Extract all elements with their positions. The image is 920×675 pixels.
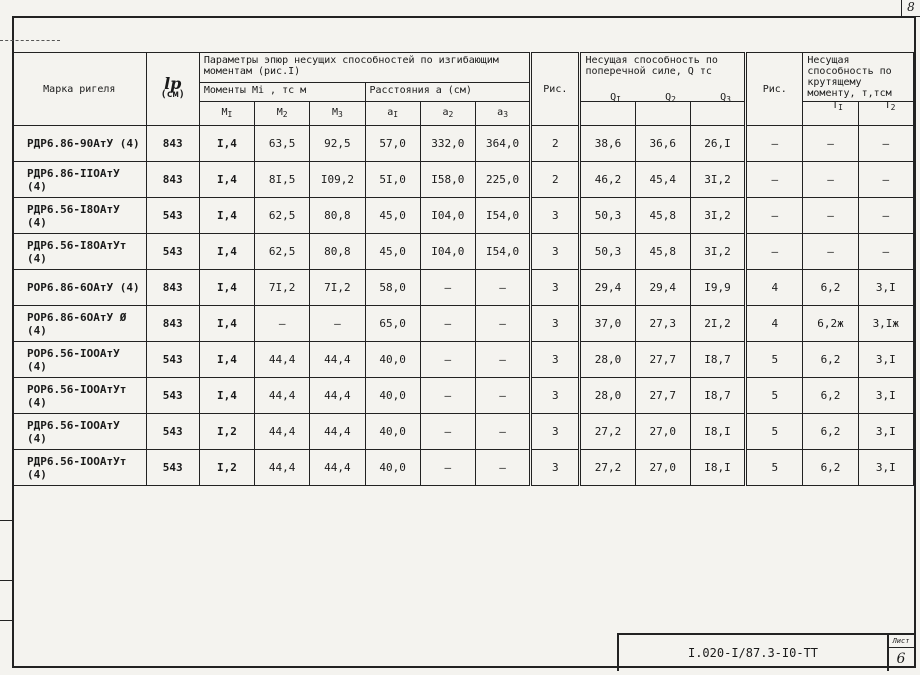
cell-t1: 6,2 [803,450,858,486]
cell-mark: РОР6.86-6ОАтУ Ø (4) [13,306,147,342]
cell-m3: 80,8 [310,234,365,270]
margin-tick [0,580,12,581]
table-row [13,162,914,198]
cell-q1: 27,2 [580,450,635,486]
cell-t2: 3,I [858,414,913,450]
cell-l: 543 [146,450,199,486]
cell-fig2: 5 [746,342,803,378]
cell-m3: 80,8 [310,198,365,234]
sheet-box [887,635,915,671]
cell-m2: 44,4 [255,378,310,414]
cell-mark: РДР6.56-I8ОАтУ (4) [13,198,147,234]
cell-a3: – [475,342,530,378]
cell-m1: I,4 [199,342,254,378]
cell-a2: – [420,378,475,414]
cell-t2: – [858,162,913,198]
cell-a3: I54,0 [475,234,530,270]
cell-t1: 6,2 [803,378,858,414]
cell-m2: 44,4 [255,450,310,486]
cell-q2: 27,7 [635,378,690,414]
cell-q3: I8,I [690,414,745,450]
col-a3: $а_3$ [475,102,530,126]
table-row [13,378,914,414]
cell-q1: 28,0 [580,378,635,414]
cell-a1: 45,0 [365,234,420,270]
cell-m3: 44,4 [310,342,365,378]
cell-a2: I04,0 [420,198,475,234]
cell-q2: 27,7 [635,342,690,378]
cell-t1: 6,2 [803,270,858,306]
cell-m1: I,2 [199,450,254,486]
cell-a3: – [475,270,530,306]
cell-q1: 29,4 [580,270,635,306]
cell-q3: 3I,2 [690,234,745,270]
cell-m2: 44,4 [255,414,310,450]
q1-label: $Q_I$ [610,92,621,104]
col-a1: $а_I$ [365,102,420,126]
cell-a2: – [420,414,475,450]
cell-m2: 62,5 [255,234,310,270]
cell-fig2: 4 [746,270,803,306]
table-row [13,450,914,486]
cell-a2: – [420,306,475,342]
cell-t2: 3,I [858,378,913,414]
col-a2: $а_2$ [420,102,475,126]
corner-label: 8 [901,0,920,17]
cell-t2: – [858,126,913,162]
cell-m3: 92,5 [310,126,365,162]
cell-m1: I,4 [199,162,254,198]
cell-m2: – [255,306,310,342]
shear-header: Несущая способность по поперечной силе, Q тс [580,53,746,102]
cell-fig2: 5 [746,450,803,486]
cell-a3: I54,0 [475,198,530,234]
cell-m1: I,4 [199,378,254,414]
cell-q1: 46,2 [580,162,635,198]
cell-m1: I,4 [199,306,254,342]
cell-a2: I04,0 [420,234,475,270]
cell-fig: 3 [531,378,580,414]
cell-m1: I,4 [199,198,254,234]
margin-tick [0,620,12,621]
cell-t1: – [803,234,858,270]
table-row [13,198,914,234]
col-m1: $М_I$ [199,102,254,126]
table-row [13,270,914,306]
cell-mark: РДР6.86-IIОАтУ (4) [13,162,147,198]
cell-t2: 3,I [858,342,913,378]
params-header: Параметры эпюр несущих способностей по изгибающим моментам (рис.I) [199,53,530,83]
cell-q2: 27,0 [635,414,690,450]
cell-t1: 6,2ж [803,306,858,342]
cell-a1: 57,0 [365,126,420,162]
table-row [13,306,914,342]
col-mark-header: Марка ригеля [13,53,147,126]
cell-fig: 3 [531,414,580,450]
cell-a1: 40,0 [365,414,420,450]
cell-t2: 3,I [858,270,913,306]
cell-mark: РДР6.56-IООАтУ (4) [13,414,147,450]
cell-fig2: 4 [746,306,803,342]
cell-a2: – [420,270,475,306]
cell-a1: 65,0 [365,306,420,342]
cell-fig: 3 [531,306,580,342]
cell-t1: 6,2 [803,414,858,450]
title-block [617,633,915,671]
table-row [13,234,914,270]
cell-fig: 3 [531,198,580,234]
table-row [13,342,914,378]
sheet-label: Лист [887,635,915,648]
beam-capacity-table [12,52,914,486]
cell-a1: 5I,0 [365,162,420,198]
t1-label: $Т_I$ [832,100,843,112]
cell-q2: 36,6 [635,126,690,162]
cell-fig: 3 [531,450,580,486]
cell-m1: I,2 [199,414,254,450]
cell-m3: I09,2 [310,162,365,198]
cell-m1: I,4 [199,270,254,306]
cell-m3: – [310,306,365,342]
cell-t1: 6,2 [803,342,858,378]
col-fig-header: Рис. [531,53,580,126]
col-fig2-header: Рис. [746,53,803,126]
cell-m1: I,4 [199,126,254,162]
cell-l: 843 [146,270,199,306]
cell-fig2: 5 [746,414,803,450]
cell-a1: 40,0 [365,342,420,378]
table-row [13,414,914,450]
cell-q1: 50,3 [580,234,635,270]
cell-t1: – [803,198,858,234]
cell-l: 543 [146,342,199,378]
cell-a2: I58,0 [420,162,475,198]
col-span-header: lр (см) [146,53,199,126]
cell-fig: 3 [531,234,580,270]
cell-m3: 44,4 [310,414,365,450]
cell-l: 543 [146,378,199,414]
cell-fig2: – [746,162,803,198]
cell-m2: 44,4 [255,342,310,378]
cell-mark: РДР6.86-90АтУ (4) [13,126,147,162]
table-body [13,126,914,486]
cell-q3: 3I,2 [690,198,745,234]
cell-a1: 40,0 [365,450,420,486]
cell-fig: 3 [531,270,580,306]
q3-label: $Q_3$ [720,92,731,104]
cell-q2: 27,0 [635,450,690,486]
cell-a3: – [475,414,530,450]
cell-m1: I,4 [199,234,254,270]
cell-a1: 58,0 [365,270,420,306]
cell-m2: 63,5 [255,126,310,162]
cell-fig2: – [746,234,803,270]
cell-a2: – [420,450,475,486]
cell-mark: РОР6.56-IООАтУ (4) [13,342,147,378]
cell-q2: 27,3 [635,306,690,342]
cell-q1: 37,0 [580,306,635,342]
cell-mark: РДР6.56-I8ОАтУт (4) [13,234,147,270]
cell-a1: 40,0 [365,378,420,414]
cell-q3: 3I,2 [690,162,745,198]
cell-m3: 44,4 [310,378,365,414]
cell-q3: I8,7 [690,378,745,414]
margin-tick [0,520,12,521]
cell-fig2: – [746,198,803,234]
cell-t2: – [858,198,913,234]
cell-q3: 26,I [690,126,745,162]
cell-a3: 225,0 [475,162,530,198]
cell-l: 543 [146,234,199,270]
distances-header: Расстояния а (см) [365,82,531,101]
cell-m2: 8I,5 [255,162,310,198]
col-m2: $М_2$ [255,102,310,126]
cell-fig: 2 [531,162,580,198]
cell-q2: 45,8 [635,234,690,270]
cell-q1: 28,0 [580,342,635,378]
cell-a3: – [475,378,530,414]
t2-label: $Т_2$ [884,100,896,112]
q2-label: $Q_2$ [665,92,676,104]
cell-t2: 3,I [858,450,913,486]
cell-a3: 364,0 [475,126,530,162]
cell-fig: 3 [531,342,580,378]
cell-a3: – [475,450,530,486]
col-q3 [690,102,745,126]
cell-m2: 62,5 [255,198,310,234]
cell-l: 843 [146,306,199,342]
cell-q3: I8,I [690,450,745,486]
cell-l: 843 [146,126,199,162]
col-q2 [635,102,690,126]
cell-l: 543 [146,414,199,450]
cell-t1: – [803,162,858,198]
cell-a2: 332,0 [420,126,475,162]
cell-a3: – [475,306,530,342]
cell-q1: 50,3 [580,198,635,234]
cell-a2: – [420,342,475,378]
cell-q2: 45,4 [635,162,690,198]
margin-mark [0,40,60,41]
cell-l: 843 [146,162,199,198]
cell-q3: 2I,2 [690,306,745,342]
cell-q3: I8,7 [690,342,745,378]
cell-t2: – [858,234,913,270]
cell-q2: 29,4 [635,270,690,306]
moments-header: Моменты Мi , тс м [199,82,365,101]
cell-mark: РОР6.86-6ОАтУ (4) [13,270,147,306]
cell-q3: I9,9 [690,270,745,306]
cell-l: 543 [146,198,199,234]
table-row [13,126,914,162]
cell-fig2: – [746,126,803,162]
cell-mark: РДР6.56-IООАтУт (4) [13,450,147,486]
cell-fig2: 5 [746,378,803,414]
cell-t1: – [803,126,858,162]
sheet-number: 6 [896,651,906,667]
cell-a1: 45,0 [365,198,420,234]
cell-q1: 38,6 [580,126,635,162]
cell-t2: 3,Iж [858,306,913,342]
torque-header: Несущая способность по крутящему моменту, т,тсм [803,53,914,102]
cell-mark: РОР6.56-IООАтУт (4) [13,378,147,414]
cell-fig: 2 [531,126,580,162]
document-code: I.020-I/87.3-I0-ТТ [619,635,889,671]
cell-m2: 7I,2 [255,270,310,306]
cell-m3: 44,4 [310,450,365,486]
col-m3: $М_3$ [310,102,365,126]
cell-q2: 45,8 [635,198,690,234]
cell-q1: 27,2 [580,414,635,450]
cell-m3: 7I,2 [310,270,365,306]
